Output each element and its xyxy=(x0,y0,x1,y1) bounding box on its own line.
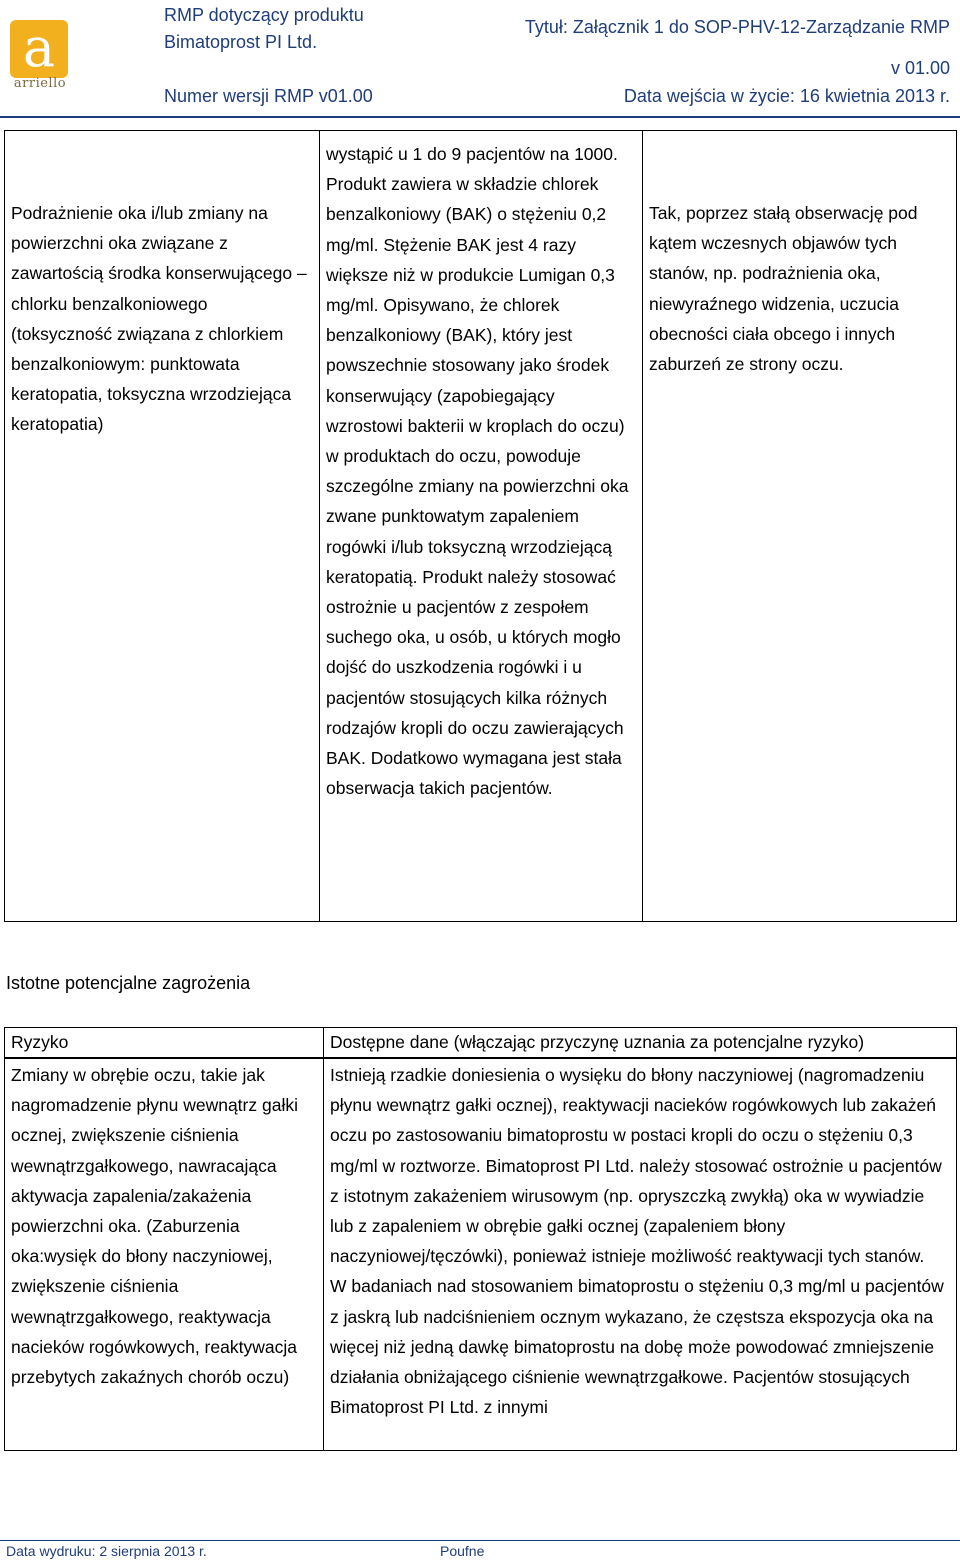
risk-cell: Zmiany w obrębie oczu, takie jak nagromadzenie płynu wewnątrz gałki ocznej, zwiększenie ciśnienia wewnątrzgałkowego, nawracająca aktywacja zapalenia/zakażenia powierzchni oka. (Zaburzenia oka:wysięk do błony naczyniowej, zwiększenie ciśnienia wewnątrzgałkowego, reaktywacja nacieków rogówkowych, reaktywacja przebytych zakaźnych chorób oczu) xyxy=(11,1065,298,1388)
risk-details: wystąpić u 1 do 9 pacjentów na 1000. Produkt zawiera w składzie chlorek benzalkoniowy (BAK) o stężeniu 0,2 mg/ml. Stężenie BAK jest 4 razy większe niż w produkcie Lumigan 0,3 mg/ml. Opisywano, że chlorek benzalkoniowy (BAK), który jest powszechnie stosowany jako środek konserwujący (zapobiegający wzrostowi bakterii w kroplach do oczu) w produktach do oczu, powoduje szczególne zmiany na powierzchni oka zwane punktowatym zapaleniem rogówki i/lub toksyczną wrzodziejącą keratopatią. Produkt należy stosować ostrożnie u pacjentów z zespołem suchego oka, u osób, u których mogło dojść do uszkodzenia rogówki i u pacjentów stosujących kilka różnych rodzajów kropli do oczu zawierających BAK. Dodatkowo wymagana jest stała obserwacja takich pacjentów. xyxy=(326,144,629,799)
rmp-version: Numer wersji RMP v01.00 xyxy=(164,86,373,106)
risk-prevention-cell xyxy=(643,131,958,921)
logo-wordmark: arriello xyxy=(13,76,67,91)
product-title: RMP dotyczący produktu xyxy=(164,5,364,25)
document-title: Tytuł: Załącznik 1 do SOP-PHV-12-Zarządzanie RMP xyxy=(524,17,950,37)
risk-description: Podrażnienie oka i/lub zmiany na powierzchni oka związane z zawartością środka konserwującego – chlorku benzalkoniowego (toksyczność związana z chlorkiem benzalkoniowym: punktowata keratopatia, toksyczna wrzodziejąca keratopatia) xyxy=(11,203,307,435)
risk-prevention: Tak, poprzez stałą obserwację pod kątem wczesnych objawów tych stanów, np. podrażnienia oka, niewyraźnego widzenia, uczucia obecności ciała obcego i innych zaburzeń ze strony oczu. xyxy=(649,203,918,375)
risk-column xyxy=(5,1028,324,1450)
column-header-risk: Ryzyko xyxy=(11,1032,69,1052)
risk-table-continued xyxy=(4,130,957,922)
data-column xyxy=(324,1028,958,1450)
product-name: Bimatoprost PI Ltd. xyxy=(164,32,318,52)
data-cell-paragraph-1: Istnieją rzadkie doniesienia o wysięku do błony naczyniowej (nagromadzeniu płynu wewnątrz gałki ocznej), reaktywacji nacieków rogówkowych lub zakażeń oczu po zastosowaniu bimatoprostu w postaci kropli do oczu o stężeniu 0,3 mg/ml w roztworze. Bimatoprost PI Ltd. należy stosować ostrożnie u pacjentów z istotnym zakażeniem wirusowym (np. opryszczką zwykłą) oka w wywiadzie lub z zapaleniem w obrębie gałki ocznej (zapaleniem błony naczyniowej/tęczówki), ponieważ istnieje możliwość reaktywacji tych stanów. xyxy=(330,1065,942,1267)
risk-description-cell xyxy=(5,131,320,921)
section-heading: Istotne potencjalne zagrożenia xyxy=(6,973,251,993)
risk-details-cell xyxy=(320,131,643,921)
data-cell-paragraph-2: W badaniach nad stosowaniem bimatoprostu o stężeniu 0,3 mg/ml u pacjentów z jaskrą lub nadciśnieniem ocznym wykazano, że częstsza ekspozycja oka na więcej niż jedną dawkę bimatoprostu na dobę może powodować zmniejszenie działania obniżającego ciśnienie wewnątrzgałkowe. Pacjentów stosujących Bimatoprost PI Ltd. z innymi xyxy=(330,1276,944,1418)
print-date: Data wydruku: 2 sierpnia 2013 r. xyxy=(6,1543,207,1559)
effective-date: Data wejścia w życie: 16 kwietnia 2013 r. xyxy=(623,86,950,106)
page-header xyxy=(0,0,960,118)
confidentiality-label: Poufne xyxy=(440,1543,485,1559)
footer-divider xyxy=(0,1540,960,1541)
column-header-data: Dostępne dane (włączając przyczynę uznania za potencjalne ryzyko) xyxy=(330,1032,865,1052)
header-divider xyxy=(0,116,960,118)
svg-text:a: a xyxy=(22,16,56,79)
document-version: v 01.00 xyxy=(890,58,950,78)
potential-risks-table xyxy=(4,1027,957,1451)
